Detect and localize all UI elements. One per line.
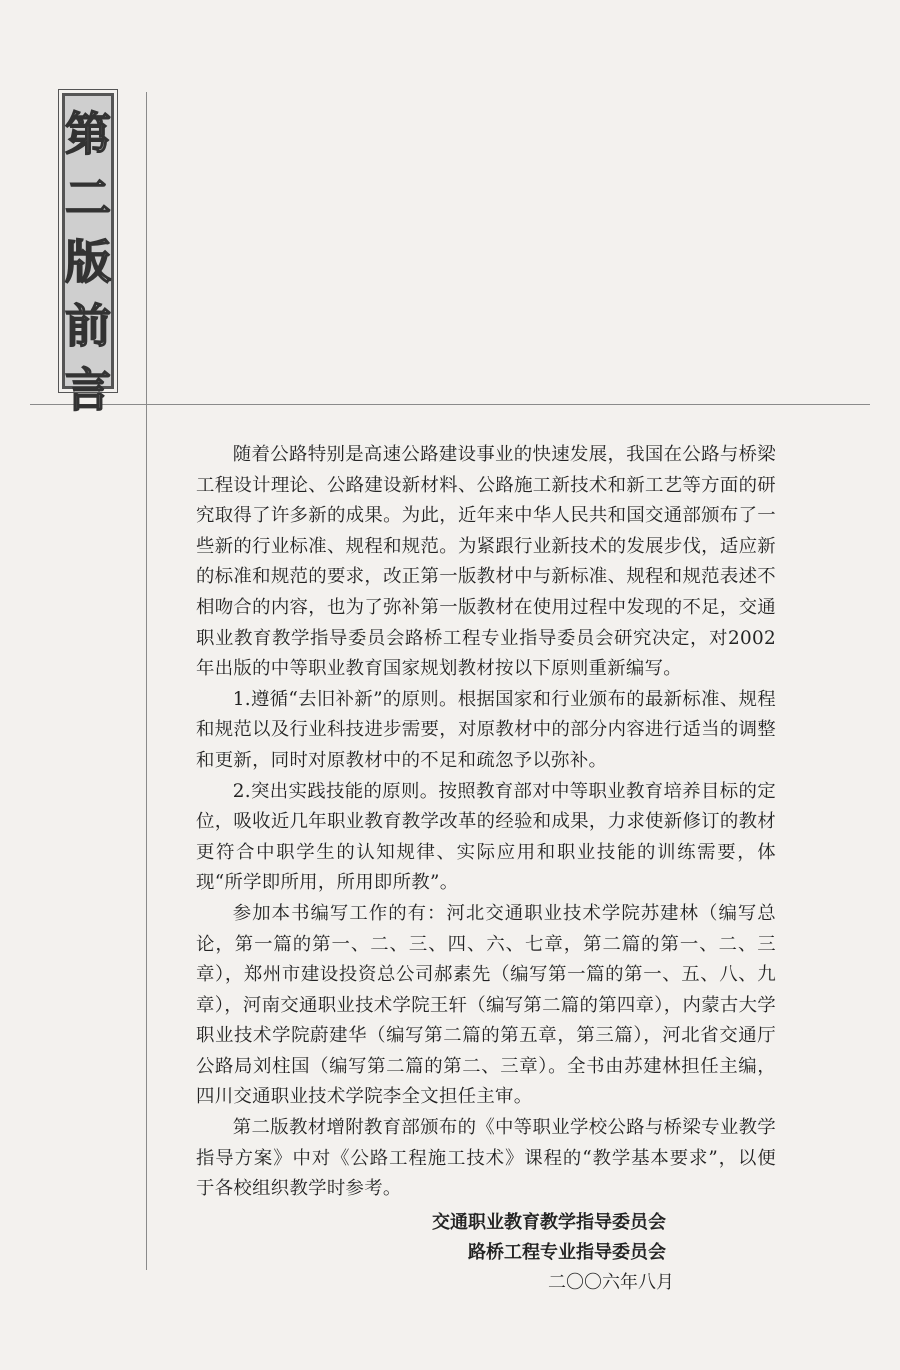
title-char: 前 bbox=[65, 299, 111, 353]
title-char: 版 bbox=[65, 235, 111, 289]
signature-org-2: 路桥工程专业指导委员会 bbox=[468, 1242, 666, 1263]
chapter-title-box bbox=[62, 93, 114, 417]
paragraph-intro: 随着公路特别是高速公路建设事业的快速发展，我国在公路与桥梁工程设计理论、公路建设新材料、公路施工新技术和新工艺等方面的研究取得了许多新的成果。为此，近年来中华人民共和国交通部颁布了一些新的行业标准、规程和规范。为紧跟行业新技术的发展步伐，适应新的标准和规范的要求，改正第一版教材中与新标准、规程和规范表述不相吻合的内容，也为了弥补第一版教材在使用过程中发现的不足，交通职业教育教学指导委员会路桥工程专业指导委员会研究决定，对2002年出版的中等职业教育国家规划教材按以下原则重新编写。 bbox=[196, 444, 776, 680]
horizontal-divider bbox=[30, 404, 870, 405]
title-char: 言 bbox=[65, 363, 111, 417]
paragraph-appendix: 第二版教材增附教育部颁布的《中等职业学校公路与桥梁专业教学指导方案》中对《公路工程施工技术》课程的“教学基本要求”，以便于各校组织教学时参考。 bbox=[196, 1117, 776, 1200]
signature-org-1: 交通职业教育教学指导委员会 bbox=[432, 1212, 666, 1233]
signature-date: 二〇〇六年八月 bbox=[548, 1272, 674, 1293]
title-char: 二 bbox=[65, 171, 111, 225]
title-char: 第 bbox=[65, 107, 111, 161]
paragraph-principle-1: 1.遵循“去旧补新”的原则。根据国家和行业颁布的最新标准、规程和规范以及行业科技进步需要，对原教材中的部分内容进行适当的调整和更新，同时对原教材中的不足和疏忽予以弥补。 bbox=[196, 688, 776, 771]
paragraph-principle-2: 2.突出实践技能的原则。按照教育部对中等职业教育培养目标的定位，吸收近几年职业教育教学改革的经验和成果，力求使新修订的教材更符合中职学生的认知规律、实际应用和职业技能的训练需要，体现“所学即所用，所用即所教”。 bbox=[196, 780, 776, 894]
preface-body bbox=[196, 440, 776, 1205]
vertical-divider bbox=[146, 92, 147, 1270]
paragraph-authors: 参加本书编写工作的有：河北交通职业技术学院苏建林（编写总论，第一篇的第一、二、三、四、六、七章，第二篇的第一、二、三章），郑州市建设投资总公司郝素先（编写第一篇的第一、五、八、九章），河南交通职业技术学院王轩（编写第二篇的第四章），内蒙古大学职业技术学院蔚建华（编写第二篇的第五章，第三篇），河北省交通厅公路局刘柱国（编写第二篇的第二、三章）。全书由苏建林担任主编，四川交通职业技术学院李全文担任主审。 bbox=[196, 902, 776, 1108]
